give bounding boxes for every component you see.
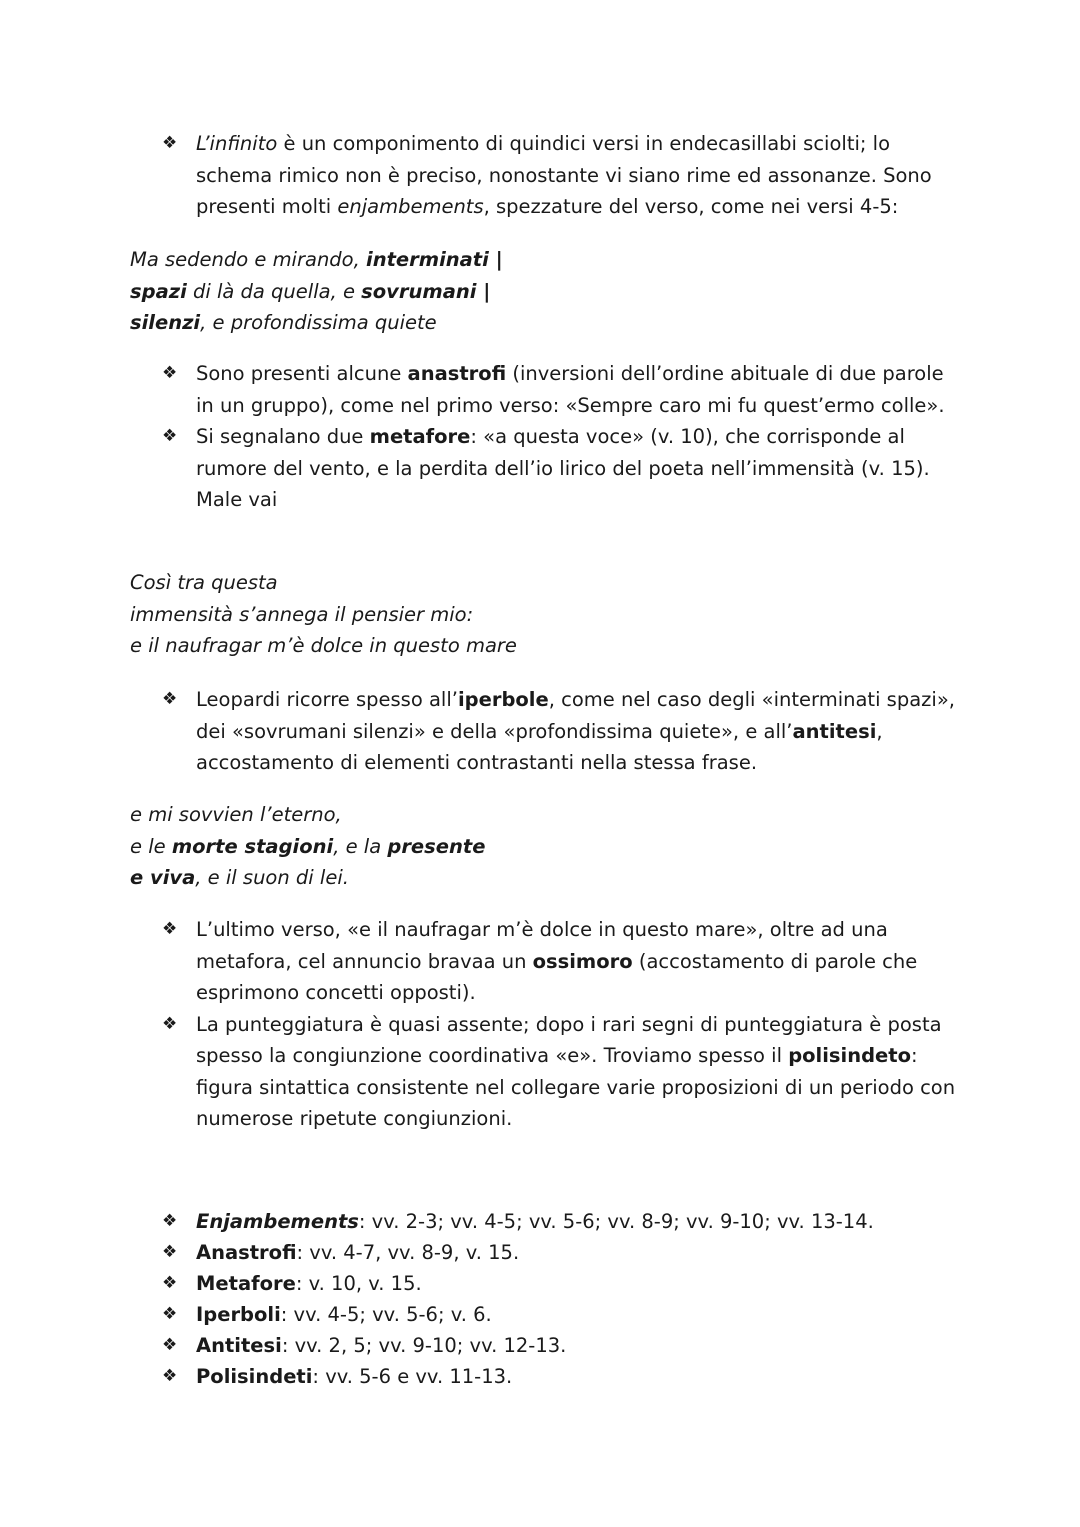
diamond-bullet-icon: ❖: [162, 1013, 178, 1034]
verse-quote: [130, 567, 950, 662]
diamond-bullet-icon: ❖: [162, 1304, 178, 1324]
verse-line: silenzi, e profondissima quiete: [130, 311, 437, 334]
verse-quote: [130, 799, 950, 894]
verse-line: Così tra questa: [130, 571, 278, 594]
verse-quote: [130, 244, 950, 339]
summary-list: [162, 1206, 962, 1392]
diamond-bullet-icon: ❖: [162, 1366, 178, 1386]
bullet-list-figures: [162, 358, 962, 516]
list-item: [162, 421, 962, 516]
summary-item: ❖ Enjambements: vv. 2-3; vv. 4-5; vv. 5-6; vv. 8-9; vv. 9-10; vv. 13-14.: [162, 1206, 962, 1237]
list-item: [162, 1009, 962, 1135]
bullet-list-ossimoro: [162, 914, 962, 1135]
verse-line: spazi di là da quella, e sovrumani |: [130, 279, 491, 303]
diamond-bullet-icon: ❖: [162, 1211, 178, 1231]
summary-item: ❖ Iperboli: vv. 4-5; vv. 5-6; v. 6.: [162, 1299, 962, 1330]
diamond-bullet-icon: ❖: [162, 426, 178, 446]
diamond-bullet-icon: ❖: [162, 363, 178, 383]
bullet-list-iperbole: [162, 684, 962, 779]
diamond-bullet-icon: ❖: [162, 919, 178, 939]
verse-line: Ma sedendo e mirando, interminati |: [130, 248, 503, 271]
item-text: Si segnalano due metafore: «a questa voce» (v. 10), che corrisponde al rumore del vento, e la perdita dell’io lirico del poeta nell’immensità (v. 15). Male vai: [196, 425, 930, 511]
diamond-bullet-icon: ❖: [162, 133, 178, 153]
diamond-bullet-icon: ❖: [162, 689, 178, 709]
list-item: [162, 128, 962, 223]
verse-line: e il naufragar m’è dolce in questo mare: [130, 634, 517, 657]
item-text: L’infinito è un componimento di quindici versi in endecasillabi sciolti; lo schema rimico non è preciso, nonostante vi siano rime ed assonanze. Sono presenti molti enjambements, spezzature del verso, come nei versi 4-5:: [196, 132, 932, 218]
summary-item: ❖ Antitesi: vv. 2, 5; vv. 9-10; vv. 12-13.: [162, 1330, 962, 1361]
item-text: La punteggiatura è quasi assente; dopo i rari segni di punteggiatura è posta spesso la congiunzione coordinativa «e». Troviamo spesso il polisindeto: figura sintattica consistente nel collegare varie proposizioni di un periodo con numerose ripetute congiunzioni.: [196, 1012, 956, 1130]
item-text: L’ultimo verso, «e il naufragar m’è dolce in questo mare», oltre ad una metafora, cel annuncio bravaa un ossimoro (accostamento di parole che esprimono concetti opposti).: [196, 918, 918, 1004]
list-item: [162, 914, 962, 1009]
diamond-bullet-icon: ❖: [162, 1273, 178, 1293]
verse-line: immensità s’annega il pensier mio:: [130, 602, 474, 626]
diamond-bullet-icon: ❖: [162, 1335, 178, 1355]
bullet-list-intro: [162, 128, 962, 223]
summary-item: ❖ Anastrofi: vv. 4-7, vv. 8-9, v. 15.: [162, 1237, 962, 1268]
list-item: [162, 684, 962, 779]
item-text: Leopardi ricorre spesso all’iperbole, come nel caso degli «interminati spazi», dei «sovrumani silenzi» e della «profondissima quiete», e all’antitesi, accostamento di elementi contrastanti nella stessa frase.: [196, 688, 955, 774]
verse-line: e viva, e il suon di lei.: [130, 866, 349, 889]
summary-item: ❖ Metafore: v. 10, v. 15.: [162, 1268, 962, 1299]
summary-item: ❖ Polisindeti: vv. 5-6 e vv. 11-13.: [162, 1361, 962, 1392]
diamond-bullet-icon: ❖: [162, 1242, 178, 1262]
verse-line: e le morte stagioni, e la presente: [130, 834, 486, 858]
list-item: [162, 358, 962, 421]
verse-line: e mi sovvien l’eterno,: [130, 803, 342, 826]
item-text: Sono presenti alcune anastrofi (inversioni dell’ordine abituale di due parole in un gruppo), come nel primo verso: «Sempre caro mi fu quest’ermo colle».: [196, 362, 945, 417]
